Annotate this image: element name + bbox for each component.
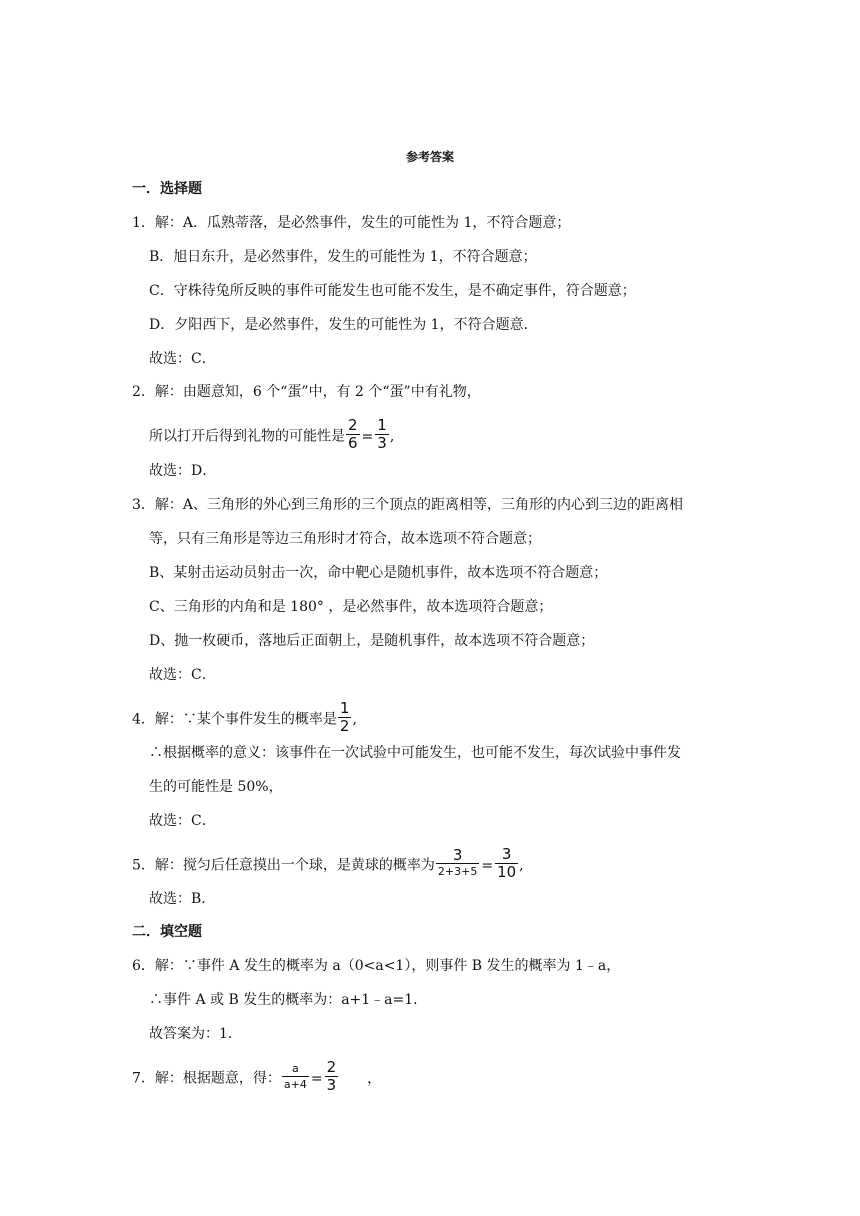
q2-fraction-2: [375, 418, 389, 451]
q4-line-1: [132, 699, 357, 736]
q3-line-4: C、三角形的内角和是 180° ，是必然事件，故本选项符合题意；: [149, 599, 553, 615]
q3-line-3: B、某射击运动员射击一次，命中靶心是随机事件，故本选项不符合题意；: [149, 565, 608, 581]
q4-line-2: ∴根据概率的意义：该事件在一次试验中可能发生，也可能不发生，每次试验中事件发: [149, 745, 681, 761]
q5-fraction-1: [436, 846, 479, 878]
q5-line-1-end: ,: [519, 857, 524, 874]
q1-line-3: C．守株待兔所反映的事件可能发生也可能不发生，是不确定事件，符合题意；: [149, 283, 636, 299]
fraction-denominator: 2: [339, 717, 350, 735]
q5-answer: 故选：B．: [149, 891, 216, 907]
equals-sign: =: [361, 428, 374, 445]
q5-fraction-2: [495, 847, 518, 880]
fraction-denominator: 3: [326, 1076, 337, 1094]
page-title: 参考答案: [405, 150, 454, 164]
fraction-numerator: 2: [348, 416, 358, 434]
q2-line-1: 2．解：由题意知，6 个“蛋”中，有 2 个“蛋”中有礼物，: [132, 384, 481, 400]
fraction-numerator: 1: [377, 416, 387, 434]
fraction-numerator: a: [292, 1062, 299, 1075]
equals-sign: =: [310, 1070, 323, 1087]
q1-line-1: 1．解：A．瓜熟蒂落，是必然事件，发生的可能性为 1，不符合题意；: [132, 215, 571, 231]
q1-answer: 故选：C．: [149, 351, 216, 367]
q3-line-5: D、抛一枚硬币，落地后正面朝上，是随机事件，故本选项不符合题意；: [149, 633, 595, 649]
q2-answer: 故选：D．: [149, 463, 217, 479]
q7-line-1-text: 7．解：根据题意，得：: [132, 1070, 281, 1087]
section-heading-choice: 一．选择题: [132, 181, 202, 197]
q6-line-2: ∴事件 A 或 B 发生的概率为：a+1﹣a=1．: [149, 992, 428, 1008]
q7-fraction-1: [282, 1062, 309, 1091]
q2-line-2-text: 所以打开后得到礼物的可能性是: [149, 428, 345, 445]
equals-sign: =: [481, 857, 494, 874]
q4-fraction: [338, 701, 352, 734]
fraction-numerator: 2: [326, 1058, 337, 1076]
fraction-denominator: a+4: [283, 1078, 307, 1091]
q6-line-1: 6．解：∵事件 A 发生的概率为 a（0<a<1），则事件 B 发生的概率为 1﹣a，: [132, 958, 621, 974]
q1-line-4: D．夕阳西下，是必然事件，发生的可能性为 1，不符合题意．: [149, 317, 538, 333]
q2-line-2-end: ,: [389, 428, 395, 445]
q2-fraction-1: [346, 418, 360, 451]
q4-line-1-text: 4．解：∵某个事件发生的概率是: [132, 711, 337, 728]
q7-fraction-2: [325, 1060, 339, 1093]
q7-line-1: [132, 1058, 382, 1095]
section-heading-fill: 二．填空题: [132, 924, 202, 940]
q5-line-1-text: 5．解：搅匀后任意摸出一个球，是黄球的概率为: [132, 857, 435, 874]
q3-line-1: 3．解：A、三角形的外心到三角形的三个顶点的距离相等，三角形的内心到三边的距离相: [132, 497, 684, 513]
fraction-numerator: 3: [501, 845, 512, 863]
q6-answer: 故答案为：1．: [149, 1026, 242, 1042]
q1-line-2: B．旭日东升，是必然事件，发生的可能性为 1，不符合题意；: [149, 249, 537, 265]
fraction-denominator: 10: [497, 863, 517, 881]
fraction-denominator: 6: [348, 434, 358, 452]
q4-line-3: 生的可能性是 50%，: [149, 779, 283, 795]
q7-line-1-end: ，: [367, 1070, 382, 1087]
q4-line-1-end: ,: [352, 711, 357, 728]
fraction-denominator: 3: [377, 434, 387, 452]
q4-answer: 故选：C．: [149, 813, 216, 829]
q2-line-2: [149, 416, 395, 453]
fraction-denominator: 2+3+5: [437, 865, 478, 878]
q5-line-1: [132, 845, 524, 882]
fraction-numerator: 3: [452, 846, 463, 864]
fraction-numerator: 1: [339, 699, 350, 717]
q3-answer: 故选：C．: [149, 667, 216, 683]
q3-line-2: 等，只有三角形是等边三角形时才符合，故本选项不符合题意；: [149, 531, 541, 547]
